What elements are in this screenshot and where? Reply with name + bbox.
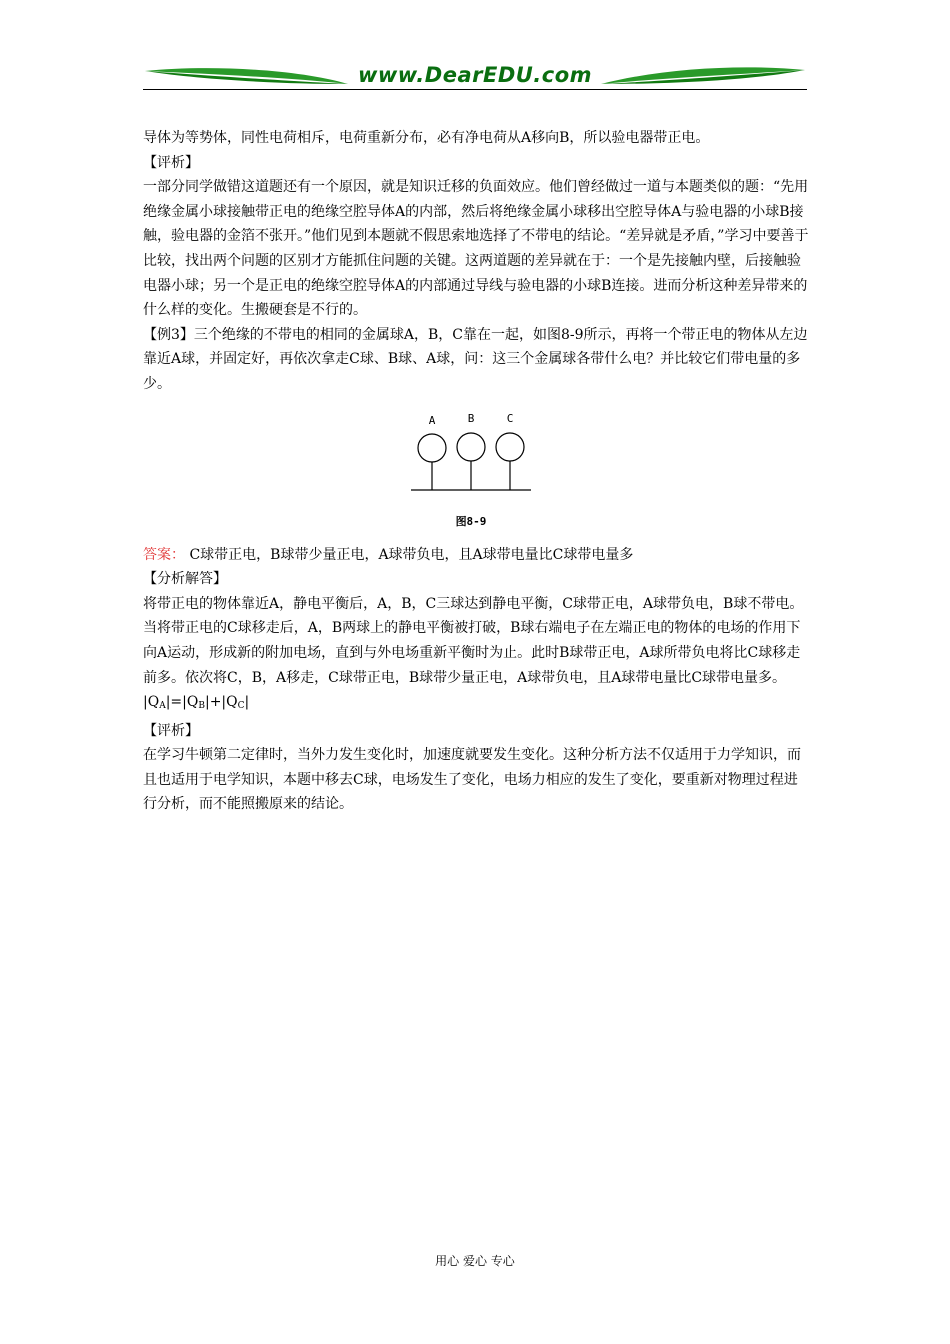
site-name[interactable]: www.DearEDU.com bbox=[357, 63, 593, 87]
sphere-b bbox=[457, 433, 485, 461]
comment-heading-2: 【评析】 bbox=[143, 722, 199, 739]
sphere-c bbox=[496, 433, 524, 461]
header-rule bbox=[143, 89, 807, 90]
analysis-heading: 【分析解答】 bbox=[143, 571, 227, 588]
sphere-a bbox=[418, 434, 446, 462]
label-c: C bbox=[506, 411, 514, 425]
three-spheres-diagram bbox=[411, 407, 536, 532]
answer-line bbox=[143, 543, 811, 568]
paragraph-conclusion: 导体为等势体，同性电荷相斥，电荷重新分布，必有净电荷从A移向B，所以验电器带正电。 bbox=[143, 130, 710, 146]
figure-caption: 图8-9 bbox=[455, 514, 487, 528]
comment-text: 在学习牛顿第二定律时，当外力发生变化时，加速度就要发生变化。这种分析方法不仅适用于力学知识，而且也适用于电学知识，本题中移去C球，电场发生了变化，电场力相应的发生了变化，要重新对物理过程进行分析，而不能照搬原来的结论。 bbox=[143, 747, 801, 813]
paragraph-comment: 一部分同学做错这道题还有一个原因，就是知识迁移的负面效应。他们曾经做过一道与本题类似的题：“先用绝缘金属小球接触带正电的绝缘空腔导体A的内部，然后将绝缘金属小球移出空腔导体A与验电器的小球B接触，验电器的金箔不张开。”他们见到本题就不假思索地选择了不带电的结论。“差异就是矛盾，”学习中要善于比较，找出两个问题的区别才方能抓住问题的关键。这两道题的差异就在于：一个是先接触内壁，后接触验电器小球；另一个是正电的绝缘空腔导体A的内部通过导线与验电器的小球B连接。进而分析这种差异带来的什么样的变化。生搬硬套是不行的。 bbox=[143, 179, 809, 319]
answer-text: C球带正电，B球带少量正电，A球带负电，且A球带电量比C球带电量多 bbox=[185, 546, 634, 563]
comment-heading-1: 【评析】 bbox=[143, 154, 199, 171]
label-a: A bbox=[428, 413, 436, 427]
example-3-question: 【例3】三个绝缘的不带电的相同的金属球A，B，C靠在一起，如图8-9所示，再将一个带正电的物体从左边靠近A球，并固定好，再依次拿走C球、B球、A球，问：这三个金属球各带什么电？并比较它们带电量的多少。 bbox=[143, 326, 808, 392]
page-footer: 用心 爱心 专心 bbox=[435, 1254, 515, 1268]
analysis-text: 将带正电的物体靠近A，静电平衡后，A，B，C三球达到静电平衡，C球带正电，A球带负电，B球不带电。当将带正电的C球移走后，A，B两球上的静电平衡被打破，B球右端电子在左端正电的物体的电场的作用下向A运动，形成新的附加电场，直到与外电场重新平衡时为止。此时B球带正电，A球所带负电将比C球移走前多。依次将C，B，A移走，C球带正电，B球带少量正电，A球带负电，且A球带电量比C球带电量多。 bbox=[143, 595, 804, 686]
answer-label: 答案： bbox=[143, 546, 185, 563]
figure-8-9 bbox=[143, 407, 811, 537]
site-header bbox=[143, 62, 807, 92]
label-b: B bbox=[467, 411, 475, 425]
document-body bbox=[143, 126, 811, 817]
charge-formula: $|Q_A|=|Q_B|+|Q_C|$ bbox=[143, 694, 250, 712]
